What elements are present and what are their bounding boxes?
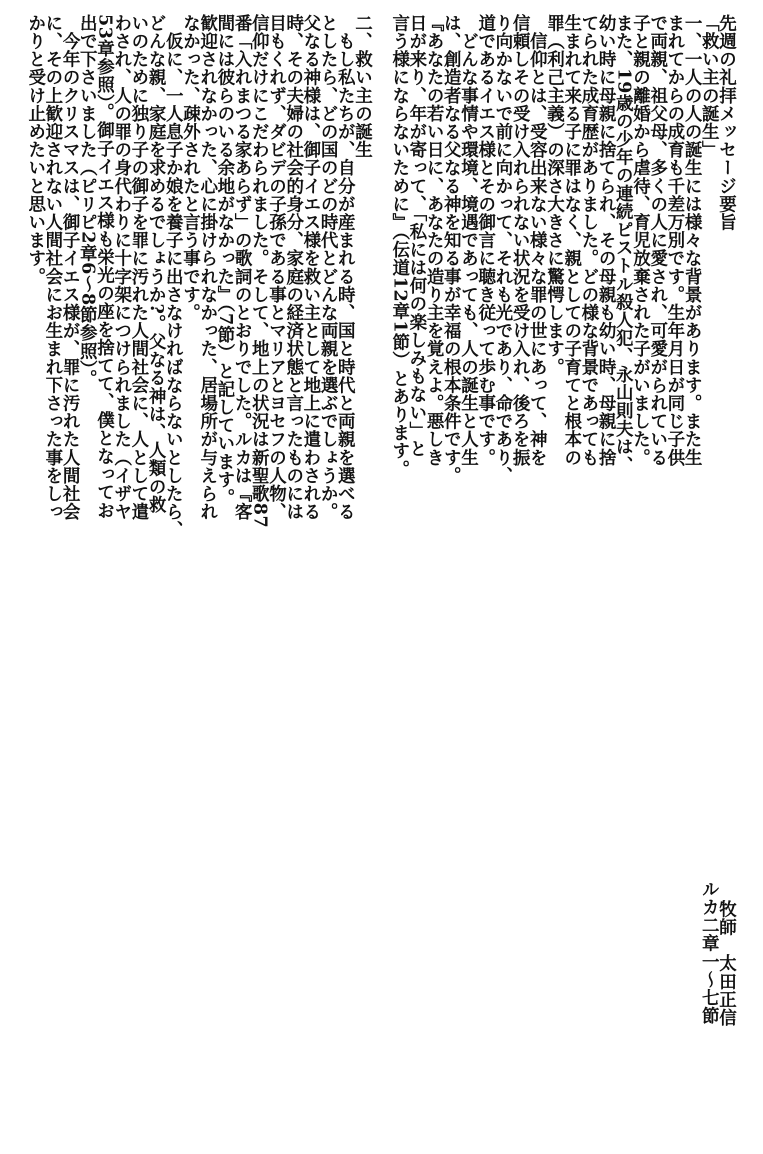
- section1-line: 信頼しその受け入れられない状況を受け入れ、後ろを振: [510, 14, 531, 467]
- section2-line: 父なる神様は、御子イエス様を救い主として地上に遣わされる: [300, 14, 321, 521]
- section1-line: 『あなたの若い日に、あなたの造り主を覚えよ。悪しき: [424, 14, 445, 467]
- section2-line: 番「入れまつる家あらず」の歌詞のとおりでした。ルカは『客: [232, 14, 253, 521]
- section1-line: どんな事情や環境、境遇であっても、人の誕生と人生: [458, 14, 479, 467]
- section1-line: 罪（利己主義）の深さ大きさに驚愕します。: [544, 14, 565, 376]
- section2-line: 歓迎されなかった、心に掛けられなかった、居場所が与えられ: [197, 14, 218, 521]
- section2-line: かりと受け止めたいと思います。: [25, 14, 46, 286]
- section1-line: てられた成育歴がありました。どの様な背景であっても: [578, 14, 599, 467]
- section1-line: 幼い時に母親に捨てられ、その母親も幼い時、母親に捨: [596, 14, 617, 467]
- section2-line: 目もくれず、ダビデの子孫である事とマリアとヨセフの人物、: [266, 14, 287, 521]
- section2-line: 53章参照）。御子イエス様も栄光の座を捨てて、僕となってお: [94, 14, 115, 520]
- author-name: 牧師 太田正信: [716, 900, 737, 1027]
- section1-line: 子と親の離婚から虐待、育児放棄された子がいました。: [630, 14, 651, 467]
- section1-line: り向かないで前に向かって、それも光であり、命であり、: [492, 14, 513, 485]
- section1-line: まれてからの成育も千差万別です。生年月日が同じ子供: [664, 14, 685, 467]
- section1-line: また、19歳の少年の連続ピストル殺人犯、永山則夫は、: [613, 14, 634, 474]
- section2-line: もし私たちが、自分が産まれる時、国と時代と両親を選べる: [335, 14, 356, 521]
- section2-line: 信仰だけにこだわられました。そして、地上の状況は新聖歌87: [249, 14, 270, 529]
- section1-line: 一、一人の人の誕生には様々な背景があります。また生: [682, 14, 703, 467]
- section1-line: 生まれて来る子に罪はなく、親としての子育てと根本の: [561, 14, 582, 467]
- section1-line: は、創造者なる父なる神を知る事が幸福の根本条件です。: [441, 14, 462, 485]
- section2-line: 仮に、一人息子か娘を養子に出さなければならないとしたら、: [163, 14, 184, 539]
- section1-line: で両親、祖父母、多くの人に愛され、可愛がられている: [647, 14, 668, 467]
- section2-line: 間には彼らのいる余地がなかった』（7節）と記しています。: [214, 14, 235, 507]
- section2-line: いのために独り子の御子を罪に汚れた人間社会に、人として遣: [128, 14, 149, 521]
- section2-heading: 二、救い主の誕生: [352, 14, 373, 159]
- section2-line: 時、その夫婦の社会的身分、家庭の経済状態と言ったものには: [283, 14, 304, 521]
- scripture-reference: ルカ二章一～七節: [699, 880, 720, 1025]
- section2-line: わされ、人の罪の身代わりに十字架につけられました（イザヤ: [111, 14, 132, 521]
- section2-line: なかった、疎外されたと言う事です。: [180, 14, 201, 322]
- section2-line: 今年のクリスマスは、御子イエス様が、罪に汚れた人間社会: [60, 14, 81, 521]
- section2-line: に、その上歓迎されない人間社会にお生まれ下さった事をしっ: [42, 14, 63, 521]
- section1-line: 言う様にならないために』（伝道12章1節）とあります。: [389, 14, 410, 478]
- section2-line: 出で下さいました（ピリピ2章6～8節参照）。: [77, 14, 98, 388]
- section2-line: どんな親、家庭を求めるでしょうか?。父なる神は、人類の救: [146, 14, 167, 514]
- section1-line: 道であるイエス様とその御言に聴き従って歩む事です。: [475, 14, 496, 467]
- section2-line: としたら、どの国のどの時代とどんな両親を選ぶでしょうか。: [318, 14, 339, 521]
- sermon-title: 「救い主の誕生」: [699, 14, 720, 159]
- section1-line: 日が来り、年が寄って、「私には何の楽しみもない」と: [406, 14, 427, 458]
- section1-line: 信仰とは、受容出来ない様々な罪の世にあって、神を: [527, 14, 548, 467]
- page-title: 先週の礼拝メッセージ要旨: [716, 14, 737, 232]
